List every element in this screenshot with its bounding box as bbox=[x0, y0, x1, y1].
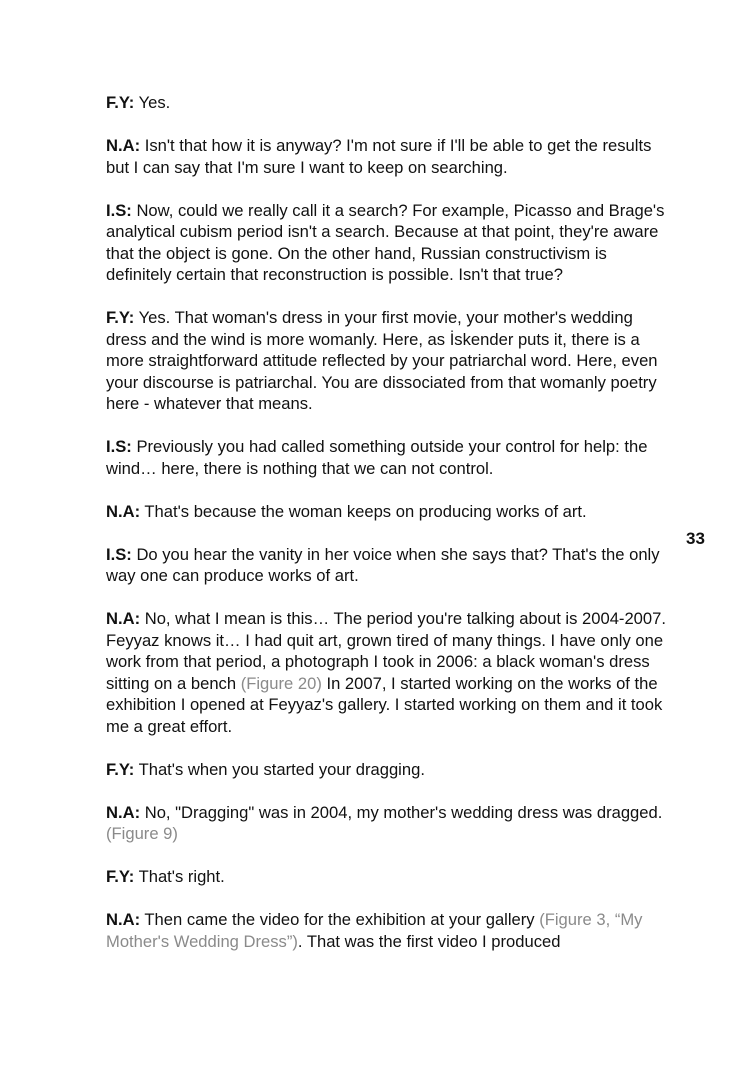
dialogue-text: Isn't that how it is anyway? I'm not sure if I'll be able to get the results but I can say that I'm sure I want to keep on searching. bbox=[106, 136, 652, 177]
dialogue-transcript bbox=[106, 92, 676, 974]
dialogue-paragraph bbox=[106, 501, 676, 523]
dialogue-paragraph bbox=[106, 608, 676, 737]
speaker-label: F.Y: bbox=[106, 759, 135, 779]
dialogue-paragraph bbox=[106, 200, 676, 286]
figure-reference: (Figure 9) bbox=[106, 824, 178, 843]
speaker-label: I.S: bbox=[106, 437, 132, 456]
dialogue-text: In 2007, I started working on the works of the exhibition I opened at Feyyaz's gallery. I started working on them and it took me a great effort. bbox=[106, 673, 663, 736]
dialogue-paragraph bbox=[106, 802, 676, 845]
figure-reference: (Figure 20) bbox=[240, 673, 322, 693]
dialogue-text: Then came the video for the exhibition at your gallery bbox=[140, 910, 540, 929]
dialogue-text: Do you hear the vanity in her voice when she says that? That's the only way one can produce works of art. bbox=[106, 544, 660, 585]
speaker-label: F.Y: bbox=[106, 308, 135, 327]
page-number: 33 bbox=[686, 529, 705, 548]
dialogue-paragraph bbox=[106, 135, 676, 178]
speaker-label: N.A: bbox=[106, 609, 141, 628]
speaker-label: N.A: bbox=[106, 136, 141, 155]
dialogue-text: Yes. That woman's dress in your first movie, your mother's wedding dress and the wind is more womanly. Here, as İskender puts it, there is a more straightforward attitude reflected by your patriarchal word. Here, even your discourse is patriarchal. You are dissociated from that womanly poetry here - whatever that means. bbox=[106, 308, 658, 413]
dialogue-paragraph bbox=[106, 909, 676, 952]
dialogue-paragraph bbox=[106, 866, 676, 888]
dialogue-text: No, "Dragging" was in 2004, my mother's wedding dress was dragged. bbox=[140, 802, 663, 822]
speaker-label: I.S: bbox=[106, 200, 132, 220]
dialogue-text: Yes. bbox=[134, 93, 171, 112]
speaker-label: N.A: bbox=[106, 802, 141, 822]
dialogue-text: Previously you had called something outside your control for help: the wind… here, there is nothing that we can not control. bbox=[106, 437, 648, 478]
figure-reference: (Figure 3, “My Mother's Wedding Dress”) bbox=[106, 910, 643, 951]
speaker-label: N.A: bbox=[106, 501, 141, 521]
speaker-label: N.A: bbox=[106, 910, 141, 929]
dialogue-text: That's right. bbox=[134, 867, 225, 886]
speaker-label: I.S: bbox=[106, 544, 132, 564]
dialogue-paragraph bbox=[106, 759, 676, 781]
dialogue-text: That's when you started your dragging. bbox=[134, 759, 425, 779]
dialogue-text: Now, could we really call it a search? For example, Picasso and Brage's analytical cubism period isn't a search. Because at that point, they're aware that the object is gone. On the other hand, Russian constructivism is definitely certain that reconstruction is possible. Isn't that true? bbox=[106, 200, 665, 284]
dialogue-text: That's because the woman keeps on producing works of art. bbox=[140, 501, 587, 521]
dialogue-paragraph bbox=[106, 92, 676, 114]
speaker-label: F.Y: bbox=[106, 867, 135, 886]
speaker-label: F.Y: bbox=[106, 93, 135, 112]
dialogue-paragraph bbox=[106, 544, 676, 587]
dialogue-text: No, what I mean is this… The period you're talking about is 2004-2007. Feyyaz knows it… I had quit art, grown tired of many things. I have only one work from that period, a photograph I took in 2006: a black woman's dress sitting on a bench bbox=[106, 609, 666, 693]
dialogue-paragraph bbox=[106, 436, 676, 479]
dialogue-paragraph bbox=[106, 307, 676, 415]
dialogue-text: . That was the first video I produced bbox=[297, 931, 561, 951]
